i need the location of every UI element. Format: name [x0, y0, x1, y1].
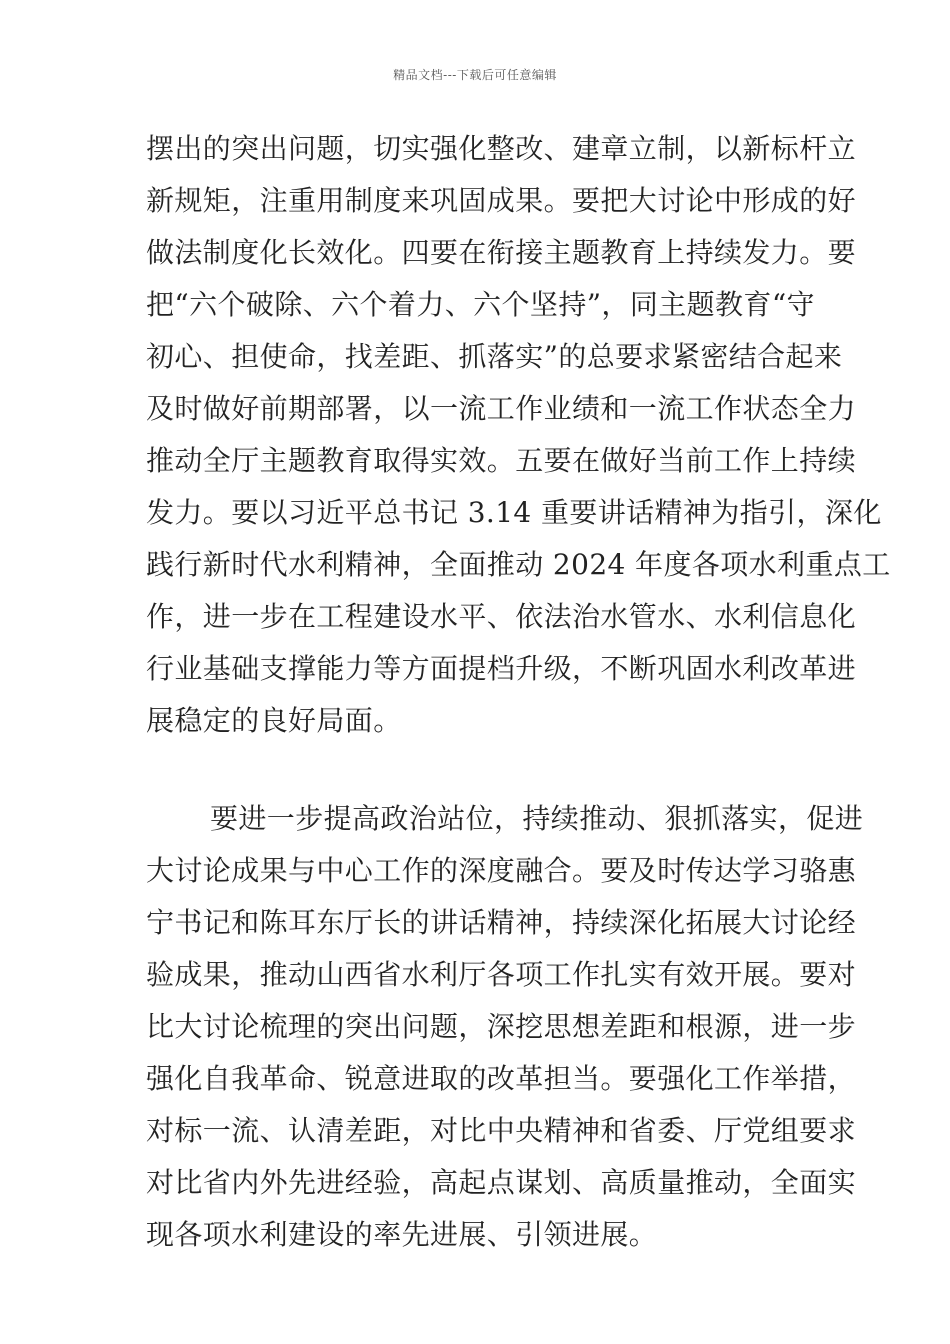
paragraph-line: 比大讨论梳理的突出问题，深挖思想差距和根源，进一步	[146, 1010, 857, 1043]
paragraph-line: 发力。要以习近平总书记 3.14 重要讲话精神为指引，深化	[146, 496, 882, 529]
paragraph-line: 践行新时代水利精神，全面推动 2024 年度各项水利重点工	[146, 548, 891, 581]
paragraph-line: 初心、担使命，找差距、抓落实”的总要求紧密结合起来	[146, 340, 843, 373]
paragraph-line: 强化自我革命、锐意进取的改革担当。要强化工作举措，	[146, 1062, 857, 1095]
paragraph-line: 把“六个破除、六个着力、六个坚持”，同主题教育“守	[146, 288, 815, 321]
paragraph-line: 对标一流、认清差距，对比中央精神和省委、厅党组要求	[146, 1114, 857, 1147]
paragraph-line: 行业基础支撑能力等方面提档升级，不断巩固水利改革进	[146, 652, 857, 685]
paragraph-line: 大讨论成果与中心工作的深度融合。要及时传达学习骆惠	[146, 854, 857, 887]
paragraph-line: 要进一步提高政治站位，持续推动、狠抓落实，促进	[210, 802, 864, 835]
paragraph-line: 宁书记和陈耳东厅长的讲话精神，持续深化拓展大讨论经	[146, 906, 857, 939]
page-header-watermark: 精品文档---下载后可任意编辑	[393, 68, 557, 82]
paragraph-line: 展稳定的良好局面。	[146, 704, 402, 737]
paragraph-line: 做法制度化长效化。四要在衔接主题教育上持续发力。要	[146, 236, 857, 269]
paragraph-line: 现各项水利建设的率先进展、引领进展。	[146, 1218, 658, 1251]
paragraph-line: 及时做好前期部署，以一流工作业绩和一流工作状态全力	[146, 392, 857, 425]
paragraph-line: 摆出的突出问题，切实强化整改、建章立制，以新标杆立	[146, 132, 857, 165]
paragraph-line: 作，进一步在工程建设水平、依法治水管水、水利信息化	[146, 600, 857, 633]
paragraph-line: 推动全厅主题教育取得实效。五要在做好当前工作上持续	[146, 444, 857, 477]
paragraph-line: 新规矩，注重用制度来巩固成果。要把大讨论中形成的好	[146, 184, 857, 217]
paragraph-line: 对比省内外先进经验，高起点谋划、高质量推动，全面实	[146, 1166, 857, 1199]
paragraph-line: 验成果，推动山西省水利厅各项工作扎实有效开展。要对	[146, 958, 857, 991]
